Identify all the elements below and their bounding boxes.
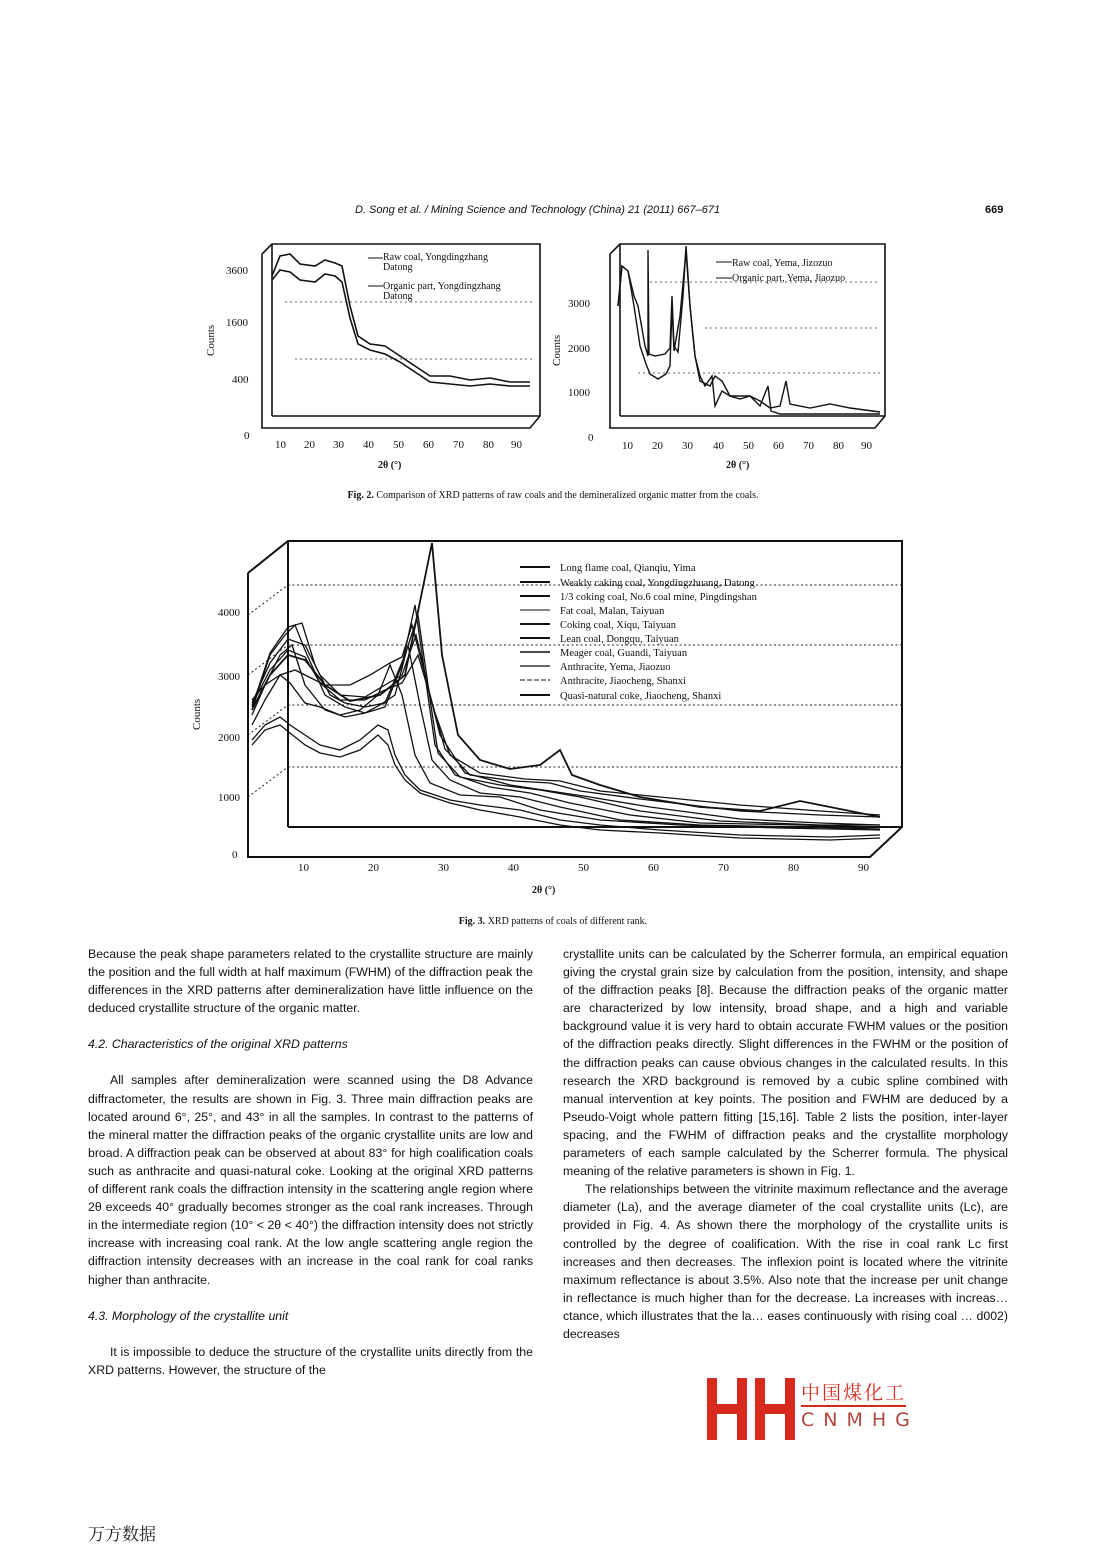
svg-text:Lean coal, Dongqu, Taiyuan: Lean coal, Dongqu, Taiyuan [560,634,679,645]
fig3-caption: Fig. 3. XRD patterns of coals of different rank. [458,916,648,927]
svg-text:20: 20 [652,440,663,452]
ytick: 3600 [226,265,248,277]
fig3-chart [180,535,920,905]
watermark-divider [801,1405,906,1407]
ytick: 0 [244,430,250,442]
svg-text:30: 30 [682,440,693,452]
svg-text:Raw coal, Yema, Jizozuo: Raw coal, Yema, Jizozuo [732,258,833,269]
svg-text:80: 80 [833,440,844,452]
svg-text:4000: 4000 [218,607,240,619]
svg-text:Organic part, Yongdingzhang: Organic part, Yongdingzhang [383,281,501,292]
svg-text:2θ (°): 2θ (°) [726,460,750,471]
svg-text:20: 20 [304,439,315,451]
paragraph: It is impossible to deduce the structure of the crystallite units directly from the XRD patterns. However, the structure of the [88,1344,533,1377]
fig2-right-chart [550,236,890,476]
svg-text:2000: 2000 [568,343,590,355]
watermark-cn: 中国煤化工 [801,1382,907,1404]
left-column [88,945,533,1379]
fig2-left-chart [200,236,550,476]
footer-source: 万方数据 [88,1525,156,1545]
ytick: 1600 [226,317,248,329]
svg-text:1000: 1000 [568,387,590,399]
svg-text:40: 40 [713,440,724,452]
svg-text:30: 30 [438,862,449,874]
svg-text:50: 50 [578,862,589,874]
svg-text:Long flame coal, Qianqiu, Yima: Long flame coal, Qianqiu, Yima [560,563,696,574]
svg-text:20: 20 [368,862,379,874]
svg-text:3000: 3000 [218,671,240,683]
svg-text:10: 10 [622,440,633,452]
svg-text:10: 10 [275,439,286,451]
svg-text:Counts: Counts [191,698,203,730]
svg-text:40: 40 [363,439,374,451]
svg-text:80: 80 [788,862,799,874]
paragraph: All samples after demineralization were scanned using the D8 Advance diffractometer, the results are shown in Fig. 3. Three main diffraction peaks are located around 6°, 25°, and 43° in all the samples. In contrast to the patterns of the mineral matter the diffraction peaks of the organic crystallite units are low and broad. A diffraction peak can be observed at about 83° for high coalification coals such as anthracite and quasi-natural coke. Looking at the original XRD patterns of different rank coals the diffraction intensity in the scattering angle region where 2θ exceeds 40° gradually becomes stronger as the coal rank increases. Through in the intermediate region (10° < 2θ < 40°) the diffraction intensity does not strictly increase with increasing coal rank. At the low angle scattering angle region the diffraction intensity decreases with an increase in the coal rank for coal ranks higher than anthracite. [88,1073,533,1287]
watermark-en: CNMHG [801,1409,919,1431]
svg-text:3000: 3000 [568,298,590,310]
svg-text:90: 90 [861,440,872,452]
section-heading-4-2: 4.2. Characteristics of the original XRD patterns [88,1037,348,1052]
svg-text:60: 60 [773,440,784,452]
svg-text:Raw coal, Yongdingzhang: Raw coal, Yongdingzhang [383,252,488,263]
svg-text:40: 40 [508,862,519,874]
section-heading-4-3: 4.3. Morphology of the crystallite unit [88,1308,289,1323]
yh-logo-icon [705,1378,797,1440]
legend [368,252,501,302]
ytick: 400 [232,374,249,386]
right-column [563,945,1008,1343]
paragraph: The relationships between the vitrinite maximum reflectance and the average diameter (La), and the average diameter of the coal crystallite units (Lc), are provided in Fig. 4. As shown there the morphology of the crystallite units is controlled by the degree of coalification. With the rise in coal rank Lc first increases and then decreases. The inflexion point is located where the vitrinite maximum reflectance is about 3.5%. Also note that the increase per unit change in reflectance is much higher than for the decrease. La increases with increas… ctance, which illustrates that the la… eases continuously with rising coal … d002) decreases [563,1182,1008,1341]
svg-text:10: 10 [298,862,309,874]
legend [520,563,758,702]
svg-text:Anthracite, Yema, Jiaozuo: Anthracite, Yema, Jiaozuo [560,662,671,673]
fig2-caption: Fig. 2. Comparison of XRD patterns of raw coals and the demineralized organic matter from the coals. [347,490,759,501]
svg-text:1000: 1000 [218,792,240,804]
svg-text:70: 70 [718,862,729,874]
svg-text:Meager coal, Guandi, Taiyuan: Meager coal, Guandi, Taiyuan [560,648,688,659]
svg-text:60: 60 [423,439,434,451]
svg-text:Datong: Datong [383,262,413,273]
watermark-logo [705,1378,1015,1440]
paragraph: crystallite units can be calculated by the Scherrer formula, an empirical equation giving the crystal grain size by calculation from the position, intensity, and shape of the diffraction peaks [8]. Because the diffraction peaks of the organic matter are characterized by low intensity, broad shape, and a high and variable background value it is very hard to obtain accurate FWHM values or the position of the diffraction peaks directly. Slight differences in the FWHM or the position of the diffraction peaks can cause obvious changes in the calculated results. In this research the XRD background is removed by a cubic spline combined with manual intervention at key points. The position and FWHM are deduced by a Pseudo-Voigt whole pattern fitting [15,16]. Table 2 lists the position, inter-layer spacing, and the FWHM of diffraction peaks and the crystallite morphology parameters of each sample calculated by the Scherrer formula. The physical meaning of the relative parameters is shown in Fig. 1. [563,947,1008,1179]
svg-text:Counts: Counts [551,334,563,366]
paragraph: Because the peak shape parameters related to the crystallite structure are mainly the position and the full width at half maximum (FWHM) of the diffraction peak the differences in the XRD patterns after demineralization have little influence on the deduced crystallite structure of the organic matter. [88,947,533,1016]
svg-text:Organic part, Yema, Jiaozuo: Organic part, Yema, Jiaozuo [732,273,846,284]
running-head: D. Song et al. / Mining Science and Technology (China) 21 (2011) 667–671 [355,204,721,216]
svg-text:Fat coal, Malan, Taiyuan: Fat coal, Malan, Taiyuan [560,606,665,617]
svg-text:Weakly caking coal, Yongdingzh: Weakly caking coal, Yongdingzhuang, Datong [560,578,755,589]
svg-text:2θ (°): 2θ (°) [532,885,556,896]
page-number: 669 [985,204,1004,216]
svg-text:80: 80 [483,439,494,451]
svg-text:50: 50 [393,439,404,451]
svg-text:0: 0 [588,432,594,444]
x-axis-label: 2θ (°) [378,460,402,471]
svg-text:30: 30 [333,439,344,451]
svg-text:2000: 2000 [218,732,240,744]
svg-text:0: 0 [232,849,238,861]
svg-text:50: 50 [743,440,754,452]
svg-text:90: 90 [858,862,869,874]
svg-text:Coking coal, Xiqu, Taiyuan: Coking coal, Xiqu, Taiyuan [560,620,677,631]
svg-text:70: 70 [453,439,464,451]
svg-text:60: 60 [648,862,659,874]
svg-text:1/3 coking coal, No.6 coal min: 1/3 coking coal, No.6 coal mine, Pingdingshan [560,592,757,603]
svg-text:70: 70 [803,440,814,452]
svg-text:Datong: Datong [383,291,413,302]
legend [716,258,845,284]
svg-text:Anthracite, Jiaocheng, Shanxi: Anthracite, Jiaocheng, Shanxi [560,676,686,687]
y-axis-label: Counts [205,324,217,356]
svg-text:90: 90 [511,439,522,451]
svg-text:Quasi-natural coke, Jiaocheng,: Quasi-natural coke, Jiaocheng, Shanxi [560,691,722,702]
